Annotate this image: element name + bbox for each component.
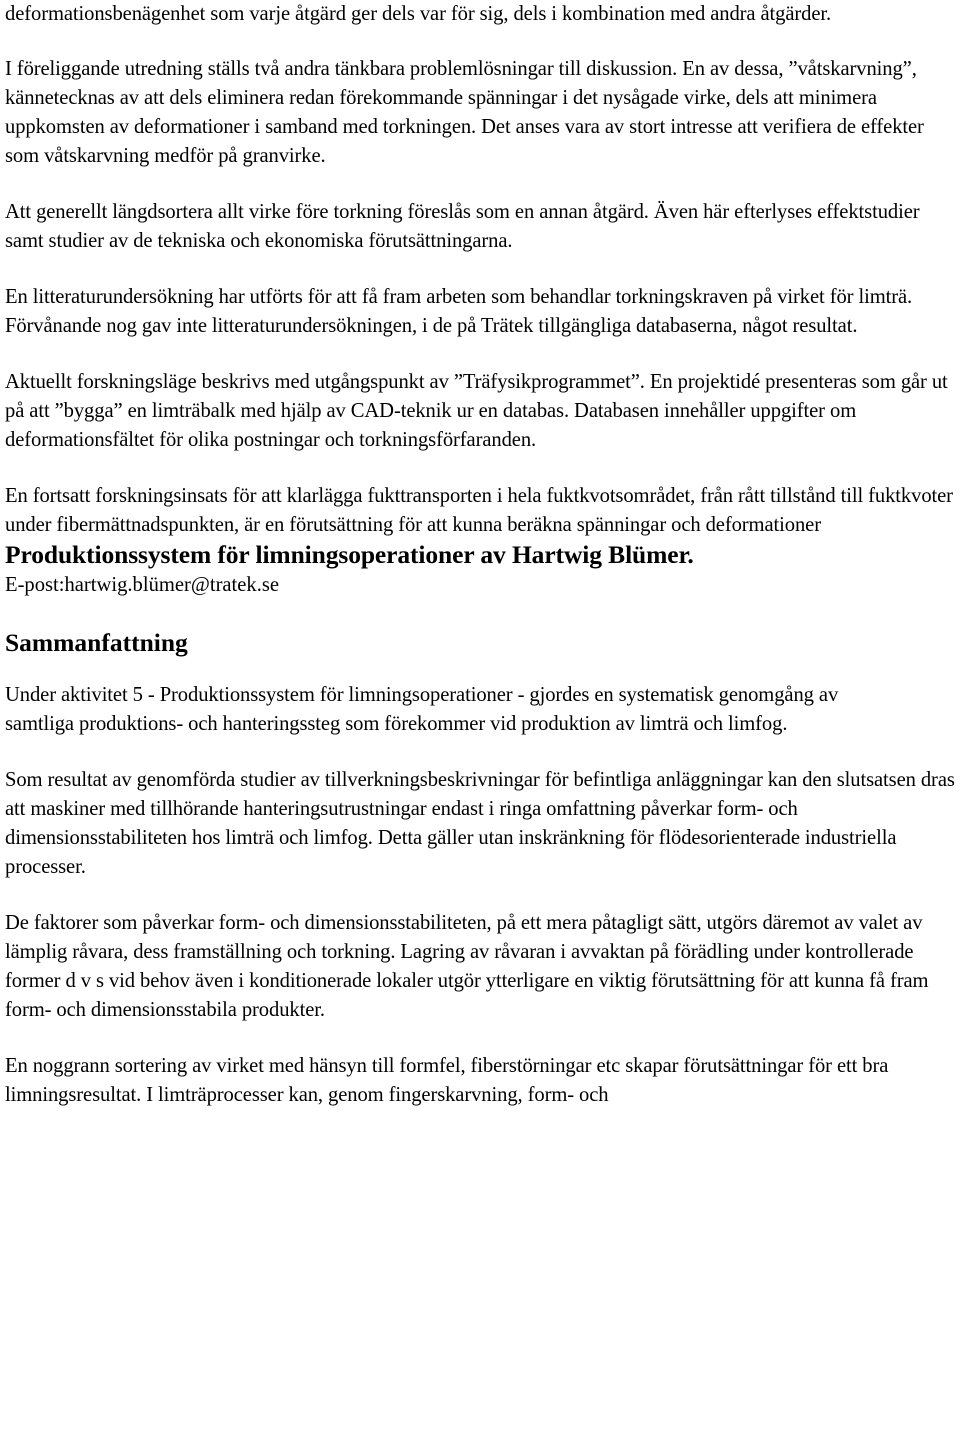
section-title: Produktionssystem för limningsoperationer av Hartwig Blümer. [5,540,694,569]
paragraph-length-sorting: Att generellt längdsortera allt virke före torkning föreslås som en annan åtgärd. Även här efterlyses effektstudier samt studier av de tekniska och ekonomiska förutsättningarna. [5,201,920,252]
document-page [5,0,957,1110]
summary-paragraph-results: Som resultat av genomförda studier av tillverkningsbeskrivningar för befintliga anläggningar kan den slutsatsen dras att maskiner med tillhörande hanteringsutrustningar endast i ringa omfattning påverkar form- och dimensionsstabiliteten hos limträ och limfog. Detta gäller utan inskränkning för flödesorienterade industriella processer. [5,769,955,878]
paragraph-continued-research: En fortsatt forskningsinsats för att klarlägga fukttransporten i hela fuktkvotsområdet, från rått tillstånd till fuktkvoter under fibermättnadspunkten, är en förutsättning för att kunna beräkna spänningar och deformationer [5,485,953,536]
summary-paragraph-sorting: En noggrann sortering av virket med hänsyn till formfel, fiberstörningar etc skapar förutsättningar för ett bra limningsresultat. I limträprocesser kan, genom fingerskarvning, form- och [5,1055,889,1106]
paragraph-problem-solutions: I föreliggande utredning ställs två andra tänkbara problemlösningar till diskussion. En av dessa, ”våtskarvning”, kännetecknas av att dels eliminera redan förekommande spänningar i det nysågade virke, dels att minimera uppkomsten av deformationer i samband med torkningen. Det anses vara av stort intresse att verifiera de effekter som våtskarvning medför på granvirke. [5,58,924,167]
summary-paragraph-activity: Under aktivitet 5 - Produktionssystem för limningsoperationer - gjordes en systematisk genomgång av samtliga produktions- och hanteringssteg som förekommer vid produktion av limträ och limfog. [5,684,839,735]
summary-paragraph-factors: De faktorer som påverkar form- och dimensionsstabiliteten, på ett mera påtagligt sätt, utgörs däremot av valet av lämplig råvara, dess framställning och torkning. Lagring av råvaran i avvaktan på förädling under kontrollerade former d v s vid behov även i konditionerade lokaler utgör ytterligare en viktig förutsättning för att kunna få fram form- och dimensionsstabila produkter. [5,912,929,1021]
author-email: E-post:hartwig.blümer@tratek.se [5,574,280,596]
paragraph-research-status: Aktuellt forskningsläge beskrivs med utgångspunkt av ”Träfysikprogrammet”. En projektidé presenteras som går ut på att ”bygga” en limträbalk med hjälp av CAD-teknik ur en databas. Databasen innehåller uppgifter om deformationsfältet för olika postningar och torkningsförfaranden. [5,371,948,451]
paragraph-intro-continuation: deformationsbenägenhet som varje åtgärd ger dels var för sig, dels i kombination med andra åtgärder. [5,3,832,25]
paragraph-literature-study: En litteraturundersökning har utförts för att få fram arbeten som behandlar torkningskraven på virket för limträ. Förvånande nog gav inte litteraturundersökningen, i de på Trätek tillgängliga databaserna, något resultat. [5,286,913,337]
summary-heading: Sammanfattning [5,628,188,657]
